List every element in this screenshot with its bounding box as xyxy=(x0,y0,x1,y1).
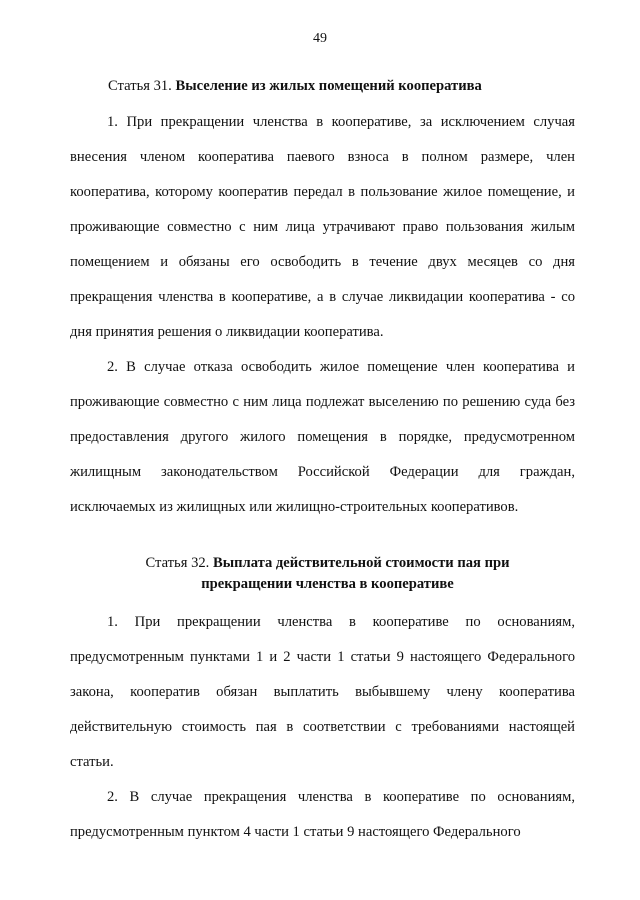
article-32-heading xyxy=(70,553,575,595)
article-31-title: Выселение из жилых помещений кооператива xyxy=(175,78,482,94)
article-31-paragraph-1: 1. При прекращении членства в кооперативе, за исключением случая внесения членом кооператива паевого взноса в полном размере, член кооператива, которому кооператив передал в пользование жилое помещение, и проживающие совместно с ним лица утрачивают право пользования жилым помещением и обязаны его освободить в течение двух месяцев со дня прекращения членства в кооперативе, а в случае ликвидации кооператива - со дня принятия решения о ликвидации кооператива. xyxy=(70,114,575,340)
article-31-paragraph-2: 2. В случае отказа освободить жилое помещение член кооператива и проживающие совместно с ним лица подлежат выселению по решению суда без предоставления другого жилого помещения в порядке, предусмотренном жилищным законодательством Российской Федерации для граждан, исключаемых из жилищных или жилищно-строительных кооперативов. xyxy=(70,359,575,515)
article-32-title-line-1: Выплата действительной стоимости пая при xyxy=(212,555,510,571)
article-32-paragraph-1: 1. При прекращении членства в кооперативе по основаниям, предусмотренным пунктами 1 и 2 части 1 статьи 9 настоящего Федерального закона, кооператив обязан выплатить выбывшему члену кооператива действительную стоимость пая в соответствии с требованиями настоящей статьи. xyxy=(70,614,575,770)
article-32-prefix: Статья 32. xyxy=(145,555,213,571)
document-body xyxy=(70,70,575,850)
page-number: 49 xyxy=(313,31,327,46)
article-32-title-line-2: прекращении членства в кооперативе xyxy=(201,576,454,592)
article-31-prefix: Статья 31. xyxy=(108,78,176,94)
article-32-paragraph-2: 2. В случае прекращения членства в кооперативе по основаниям, предусмотренным пунктом 4 части 1 статьи 9 настоящего Федерального xyxy=(70,789,575,840)
article-31-heading xyxy=(70,70,575,102)
